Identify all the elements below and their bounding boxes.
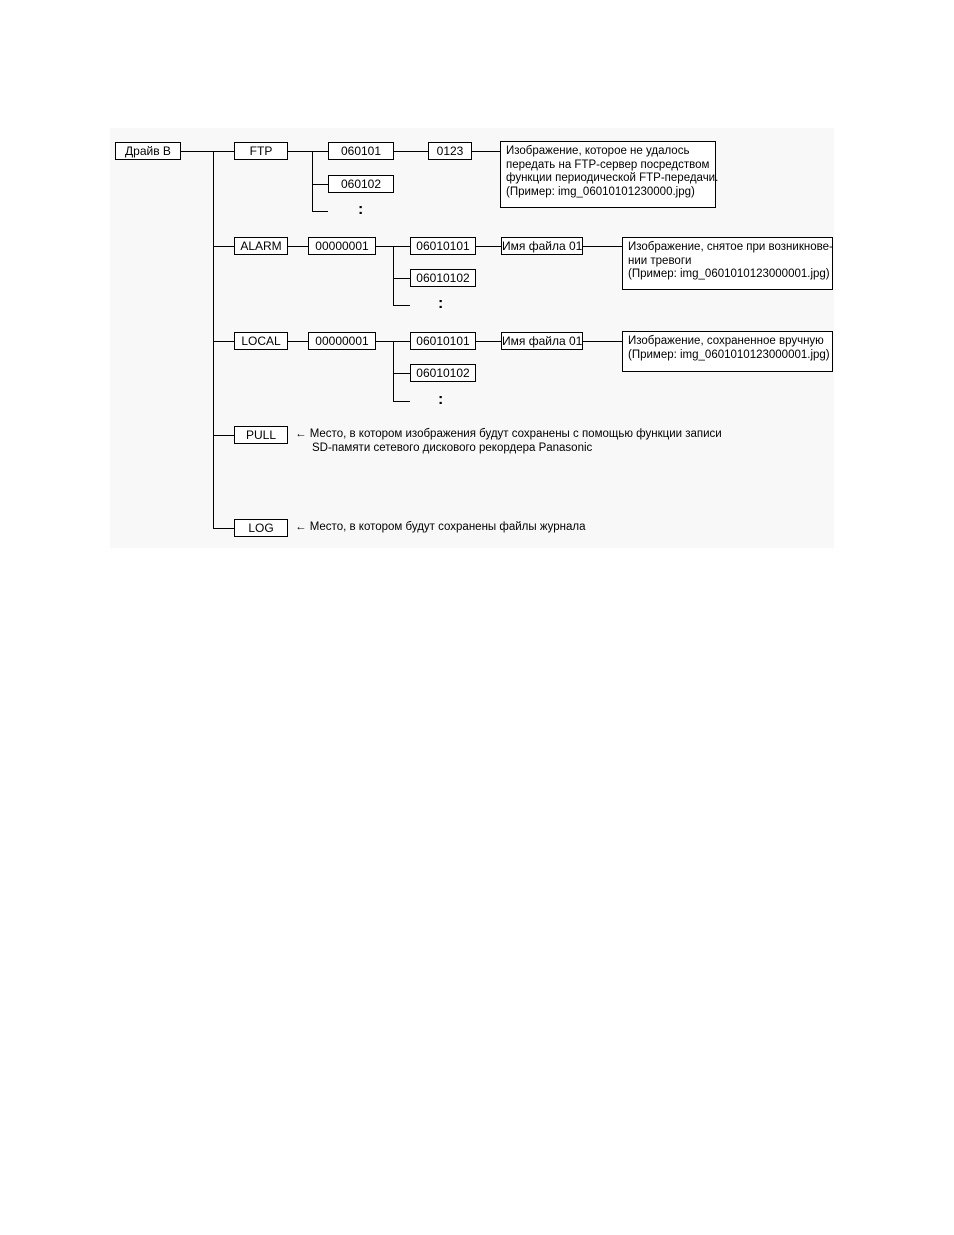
node-log: LOG [234, 519, 288, 537]
connector [288, 151, 328, 152]
node-local-00000001: 00000001 [308, 332, 376, 350]
connector [476, 341, 501, 342]
node-ftp-060102: 060102 [328, 175, 394, 193]
node-local: LOCAL [234, 332, 288, 350]
branch-line [393, 246, 394, 306]
connector [312, 184, 328, 185]
node-ftp-0123: 0123 [428, 142, 472, 160]
connector [583, 246, 622, 247]
node-local-filename: Имя файла 01 [502, 334, 583, 348]
note-ftp: Изображение, которое не удалось передать на FTP-сервер посредством функции периодической FTP-передачи. (Пример: img_06010101230000.jpg) [500, 141, 716, 208]
connector [393, 278, 410, 279]
node-local-06010102: 06010102 [410, 364, 476, 382]
connector [288, 341, 308, 342]
note-local: Изображение, сохраненное вручную (Пример: img_0601010123000001.jpg) [622, 331, 833, 372]
ellipsis-ftp: : [358, 201, 364, 218]
node-alarm-06010101: 06010101 [410, 237, 476, 255]
connector [213, 528, 234, 529]
node-alarm: ALARM [234, 237, 288, 255]
connector [394, 151, 428, 152]
node-ftp: FTP [234, 142, 288, 160]
trunk-line [213, 151, 214, 529]
ellipsis-alarm: : [438, 295, 444, 312]
node-pull: PULL [234, 426, 288, 444]
connector [312, 211, 328, 212]
connector [213, 341, 234, 342]
node-alarm-filename: Имя файла 01 [502, 239, 583, 253]
connector [393, 401, 410, 402]
connector [583, 341, 622, 342]
branch-line [393, 341, 394, 402]
ellipsis-local: : [438, 391, 444, 408]
annotation-pull-line1: ← Место, в котором изображения будут сохранены с помощью функции записи [295, 428, 722, 440]
connector [476, 246, 501, 247]
node-alarm-06010102: 06010102 [410, 269, 476, 287]
connector [288, 246, 308, 247]
node-ftp-060101: 060101 [328, 142, 394, 160]
connector [472, 151, 500, 152]
node-local-06010101: 06010101 [410, 332, 476, 350]
node-drive-b: Драйв B [115, 142, 181, 160]
annotation-pull-line2: SD-памяти сетевого дискового рекордера Panasonic [312, 442, 593, 454]
connector [213, 246, 234, 247]
note-alarm: Изображение, снятое при возникнове- нии тревоги (Пример: img_0601010123000001.jpg) [622, 237, 833, 290]
connector [181, 151, 214, 152]
connector [393, 373, 410, 374]
branch-line [312, 151, 313, 212]
node-alarm-00000001: 00000001 [308, 237, 376, 255]
connector [213, 435, 234, 436]
connector [213, 151, 234, 152]
annotation-log: ← Место, в котором будут сохранены файлы журнала [295, 521, 586, 533]
connector [393, 305, 410, 306]
